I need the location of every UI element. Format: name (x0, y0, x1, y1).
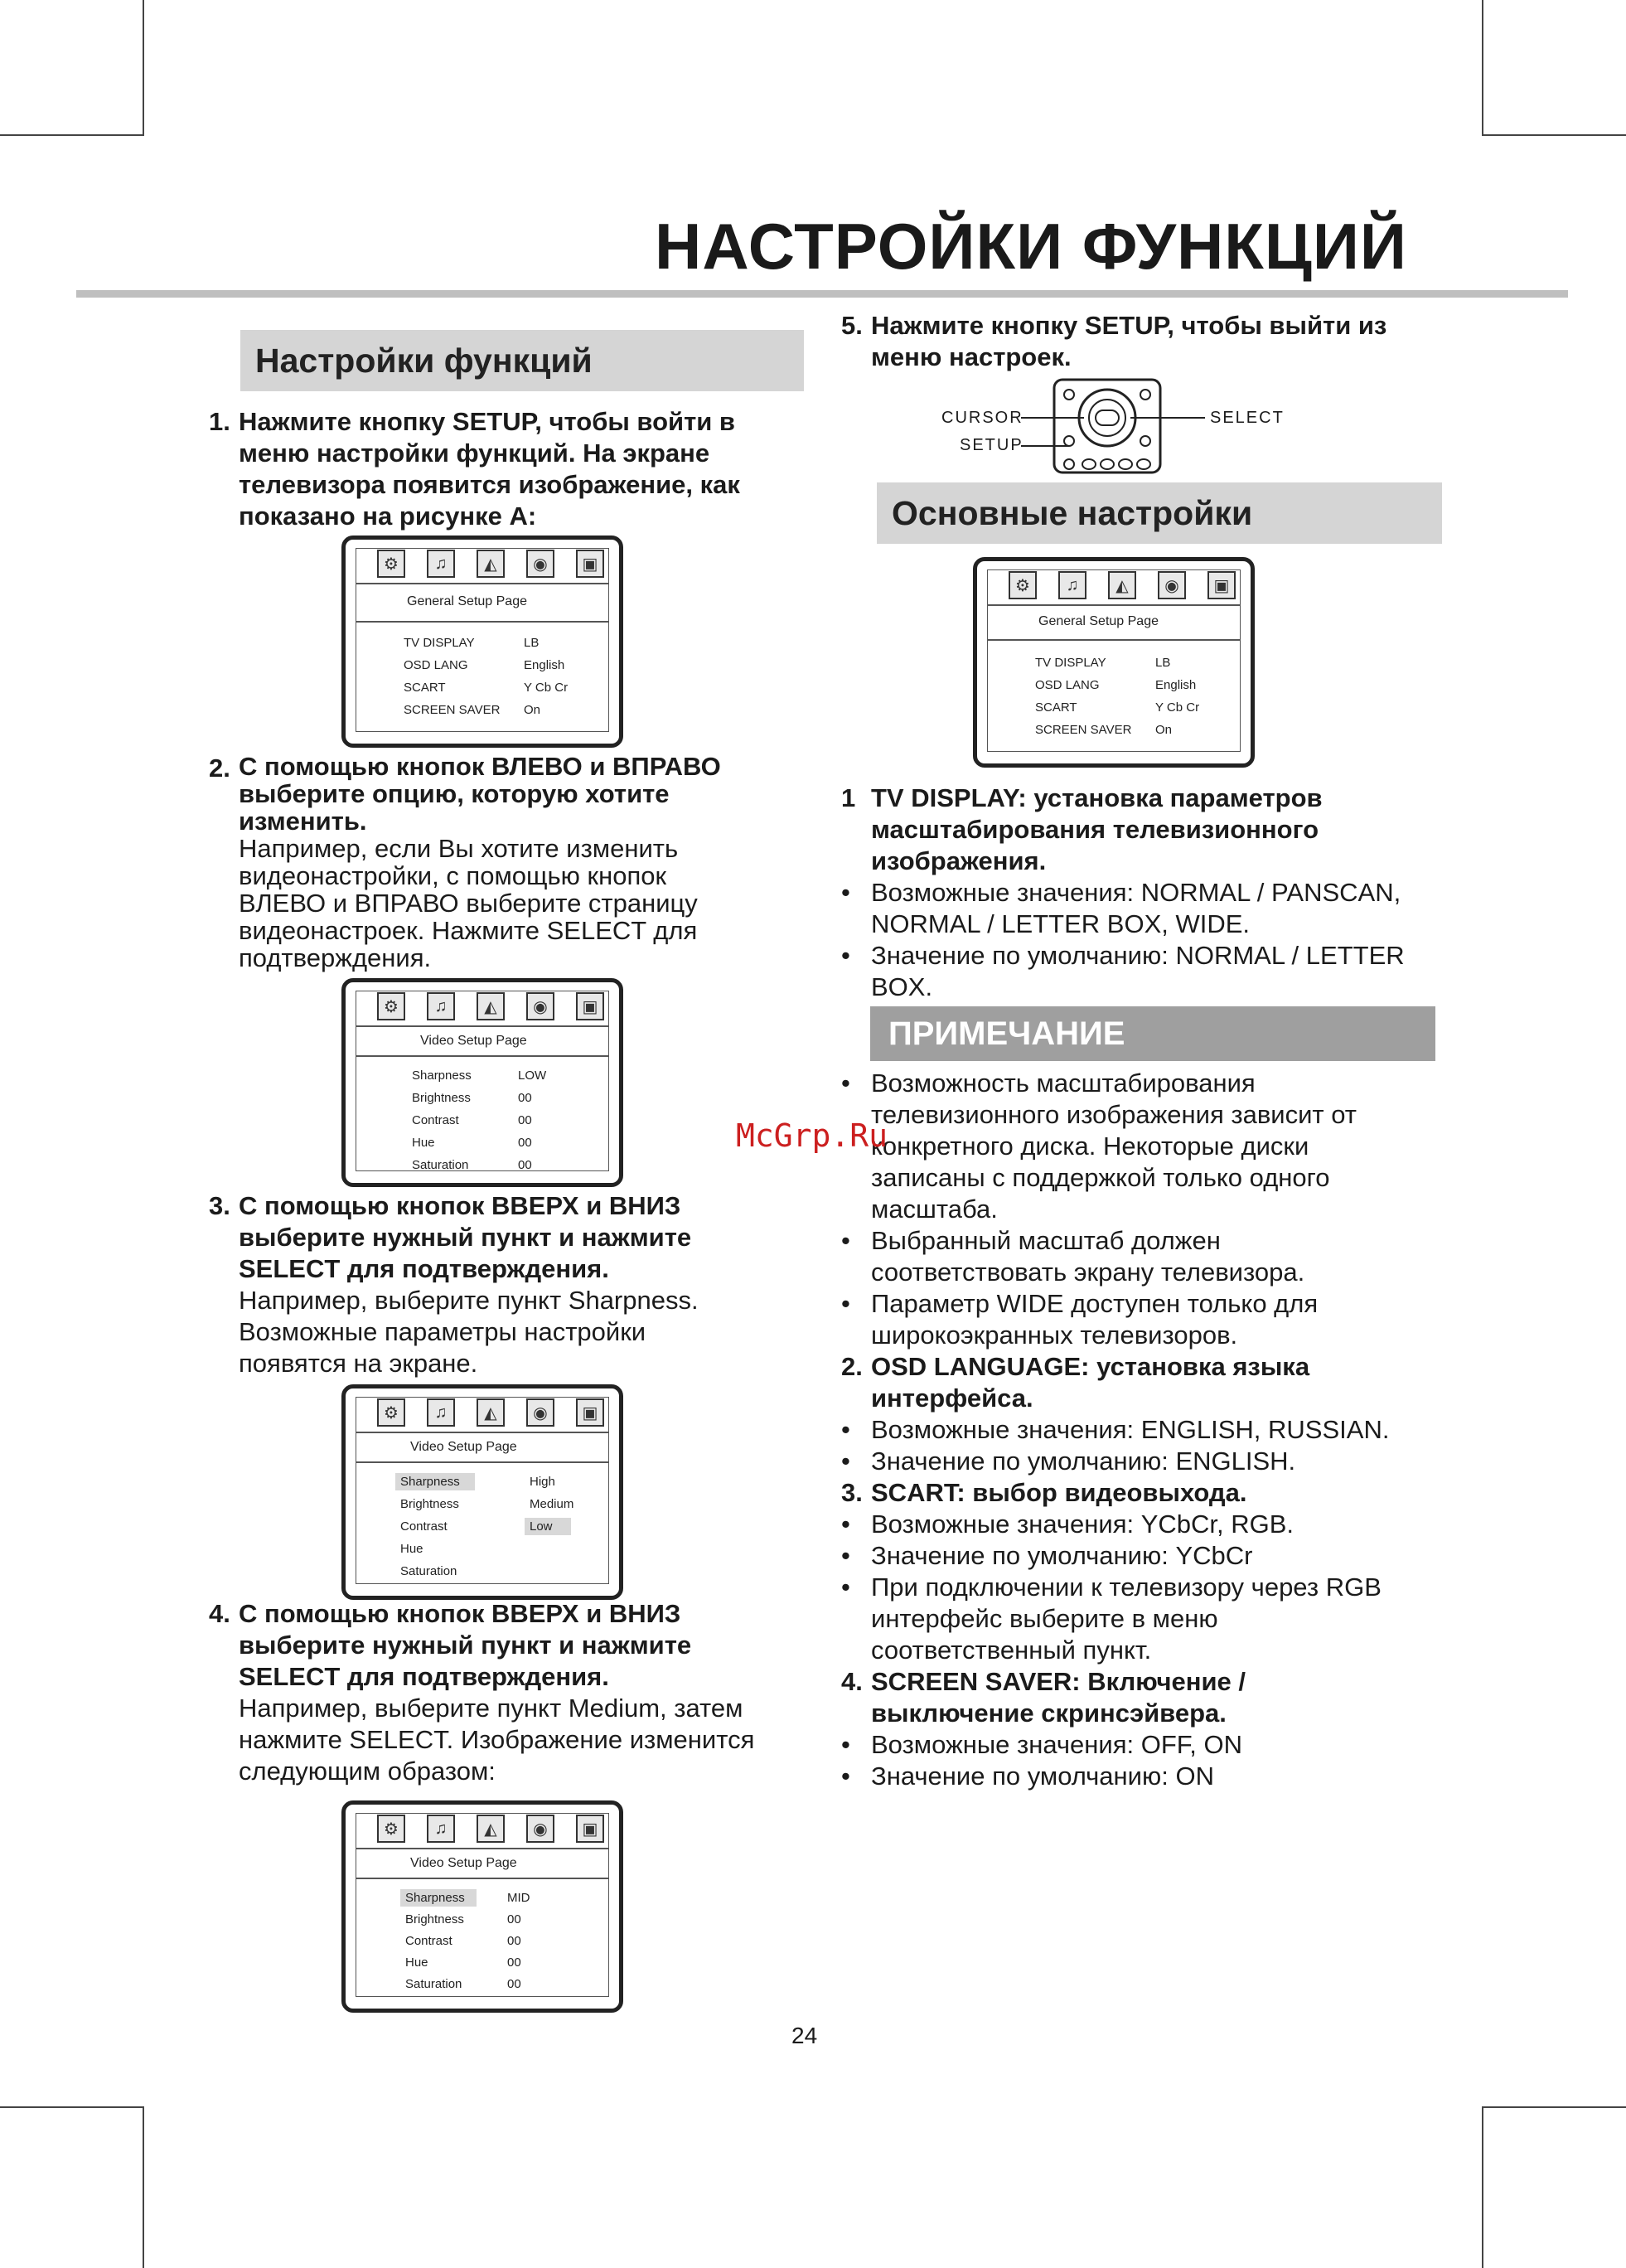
option-item-selected: Low (525, 1518, 571, 1535)
scart-number: 3. (841, 1478, 863, 1507)
row-label: SCART (404, 681, 446, 695)
audio-setup-icon: ♫ (427, 1398, 455, 1427)
step1-text (239, 406, 740, 532)
row-label: Brightness (405, 1912, 464, 1926)
row-label: Brightness (400, 1497, 459, 1511)
row-label-selected: Sharpness (395, 1473, 475, 1490)
screen-divider (356, 1848, 609, 1849)
option-item: High (530, 1475, 555, 1489)
screen-divider (356, 1025, 609, 1027)
menu-icons (377, 550, 604, 583)
text-line: ВЛЕВО и ВПРАВО выберите страницу (239, 889, 698, 918)
bullet-text (871, 877, 1401, 940)
text-line: Параметр WIDE доступен только для (871, 1289, 1319, 1318)
crop-mark (1482, 2106, 1483, 2268)
text-line: С помощью кнопок ВЛЕВО и ВПРАВО (239, 752, 721, 781)
text-line: Например, выберите пункт Sharpness. (239, 1286, 699, 1315)
step2-text (239, 753, 721, 972)
text-line: Возможные значения: NORMAL / PANSCAN, (871, 878, 1401, 907)
text-line: следующим образом: (239, 1757, 496, 1786)
row-value: Y Cb Cr (1155, 700, 1200, 715)
text-line: Нажмите кнопку SETUP, чтобы выйти из (871, 311, 1387, 340)
video-setup-result-screen (341, 1800, 623, 2013)
row-value: LB (1155, 656, 1171, 670)
text-line: показано на рисунке А: (239, 502, 537, 531)
general-setup-screen (341, 536, 623, 748)
bullet-text: Возможные значения: OFF, ON (871, 1730, 1242, 1759)
video-setup-icon: ◉ (526, 1398, 554, 1427)
row-label: TV DISPLAY (1035, 656, 1106, 670)
text-line: соответствовать экрану телевизора. (871, 1258, 1305, 1287)
screen-divider (356, 1878, 609, 1879)
row-value: 00 (518, 1113, 532, 1127)
screen-divider (356, 1432, 609, 1433)
row-label: Contrast (412, 1113, 459, 1127)
watermark: McGrp.Ru (736, 1117, 888, 1154)
text-line: подтверждения. (239, 943, 432, 972)
menu-icons (377, 1815, 604, 1848)
dolby-setup-icon: ◭ (477, 550, 505, 578)
text-line: телевизионного изображения зависит от (871, 1100, 1357, 1129)
row-label: Saturation (400, 1564, 457, 1578)
tv-display-heading (871, 783, 1323, 877)
text-line: С помощью кнопок ВВЕРХ и ВНИЗ (239, 1191, 681, 1220)
section-title-basic: Основные настройки (877, 482, 1442, 544)
preference-setup-icon: ▣ (576, 992, 604, 1020)
bullet-dot: • (841, 1730, 850, 1759)
step3-number: 3. (209, 1191, 230, 1220)
bullet-dot: • (841, 1510, 850, 1539)
bullet-dot: • (841, 941, 850, 970)
text-line: выберите нужный пункт и нажмите (239, 1223, 692, 1252)
row-label: SCREEN SAVER (404, 703, 501, 717)
row-value: 00 (507, 1977, 521, 1991)
text-line: Нажмите кнопку SETUP, чтобы войти в (239, 407, 735, 436)
row-value: 00 (507, 1912, 521, 1926)
text-line: выберите опцию, которую хотите (239, 779, 670, 808)
crop-mark (1482, 0, 1483, 134)
screen-divider (356, 583, 609, 584)
bullet-dot: • (841, 1447, 850, 1476)
row-value: MID (507, 1891, 530, 1905)
screen-divider (987, 604, 1241, 606)
video-setup-icon: ◉ (526, 550, 554, 578)
text-line: телевизора появится изображение, как (239, 470, 740, 499)
bullet-dot: • (841, 1573, 850, 1602)
bullet-dot: • (841, 1541, 850, 1570)
option-item: Medium (530, 1497, 574, 1511)
text-line: SELECT для подтверждения. (239, 1254, 609, 1283)
row-label: SCREEN SAVER (1035, 723, 1132, 737)
setup-label: SETUP (960, 436, 1024, 454)
text-line: При подключении к телевизору через RGB (871, 1573, 1382, 1602)
audio-setup-icon: ♫ (427, 1815, 455, 1843)
text-line: интерфейс выберите в меню (871, 1604, 1218, 1633)
bullet-dot: • (841, 1762, 850, 1791)
saver-heading (871, 1666, 1246, 1729)
crop-mark (143, 2106, 144, 2268)
row-label: Brightness (412, 1091, 471, 1105)
step1-number: 1. (209, 407, 230, 436)
text-line: записаны с поддержкой только одного (871, 1163, 1330, 1192)
select-label: SELECT (1210, 409, 1285, 427)
row-label-selected: Sharpness (400, 1889, 477, 1907)
audio-setup-icon: ♫ (1058, 571, 1086, 599)
general-setup-icon: ⚙ (1009, 571, 1037, 599)
text-line: Например, выберите пункт Medium, затем (239, 1694, 743, 1723)
preference-setup-icon: ▣ (1207, 571, 1236, 599)
bullet-dot: • (841, 1069, 850, 1098)
cursor-label: CURSOR (941, 409, 1024, 427)
section-title-functions: Настройки функций (240, 330, 804, 391)
preference-setup-icon: ▣ (576, 1398, 604, 1427)
step2-number: 2. (209, 754, 230, 783)
row-label: Sharpness (412, 1069, 472, 1083)
text-line: С помощью кнопок ВВЕРХ и ВНИЗ (239, 1599, 681, 1628)
crop-mark (143, 0, 144, 134)
text-line: изменить. (239, 807, 367, 836)
text-line: Например, если Вы хотите изменить (239, 834, 679, 863)
crop-mark (0, 134, 144, 136)
menu-icons (377, 992, 604, 1025)
bullet-text: Возможные значения: ENGLISH, RUSSIAN. (871, 1415, 1390, 1444)
audio-setup-icon: ♫ (427, 992, 455, 1020)
text-line: меню настроек. (871, 342, 1072, 371)
text-line: соответственный пункт. (871, 1636, 1152, 1665)
text-line: NORMAL / LETTER BOX, WIDE. (871, 909, 1251, 938)
text-line: появятся на экране. (239, 1349, 478, 1378)
text-line: масштабирования телевизионного (871, 815, 1319, 844)
note-title-bar: ПРИМЕЧАНИЕ (870, 1006, 1435, 1061)
row-value: On (1155, 723, 1173, 737)
text-line: BOX. (871, 972, 933, 1001)
crop-mark (1482, 2106, 1626, 2108)
screen-page-title: Video Setup Page (420, 1034, 527, 1048)
bullet-dot: • (841, 1289, 850, 1318)
row-label: Contrast (400, 1519, 448, 1534)
text-line: выключение скринсэйвера. (871, 1699, 1227, 1728)
screen-divider (987, 639, 1241, 641)
menu-icons (377, 1398, 604, 1432)
text-line: интерфейса. (871, 1384, 1033, 1413)
row-label: Hue (405, 1955, 428, 1970)
text-line: Возможные параметры настройки (239, 1317, 646, 1346)
step3-text (239, 1190, 699, 1379)
text-line: изображения. (871, 846, 1047, 875)
scart-heading: SCART: выбор видеовыхода. (871, 1478, 1247, 1507)
row-label: Hue (400, 1542, 423, 1556)
row-value: English (1155, 678, 1197, 692)
step4-number: 4. (209, 1599, 230, 1628)
text-line: TV DISPLAY: установка параметров (871, 783, 1323, 812)
page-title: НАСТРОЙКИ ФУНКЦИЙ (655, 210, 1407, 283)
bullet-text: Значение по умолчанию: YCbCr (871, 1541, 1253, 1570)
row-label: Saturation (412, 1158, 469, 1172)
row-value: On (524, 703, 541, 717)
bullet-text: Значение по умолчанию: ENGLISH. (871, 1447, 1296, 1476)
dolby-setup-icon: ◭ (1108, 571, 1136, 599)
text-line: OSD LANGUAGE: установка языка (871, 1352, 1310, 1381)
crop-mark (0, 2106, 144, 2108)
bullet-text (871, 940, 1405, 1003)
text-line: широкоэкранных телевизоров. (871, 1321, 1238, 1350)
bullet-dot: • (841, 1226, 850, 1255)
video-setup-options-screen (341, 1384, 623, 1600)
row-value: Y Cb Cr (524, 681, 569, 695)
row-label: SCART (1035, 700, 1077, 715)
text-line: SELECT для подтверждения. (239, 1662, 609, 1691)
screen-divider (356, 1055, 609, 1057)
row-value: LOW (518, 1069, 547, 1083)
text-line: Значение по умолчанию: NORMAL / LETTER (871, 941, 1405, 970)
bullet-text (871, 1572, 1382, 1666)
text-line: видеонастроек. Нажмите SELECT для (239, 916, 698, 945)
general-setup-screen-right (973, 557, 1255, 768)
row-value: 00 (507, 1934, 521, 1948)
screen-page-title: Video Setup Page (410, 1440, 517, 1454)
screen-page-title: General Setup Page (407, 594, 527, 608)
step4-text (239, 1598, 754, 1787)
bullet-text (871, 1225, 1304, 1288)
row-value: 00 (518, 1136, 532, 1150)
crop-mark (1482, 134, 1626, 136)
video-setup-screen (341, 978, 623, 1187)
row-label: Hue (412, 1136, 435, 1150)
general-setup-icon: ⚙ (377, 992, 405, 1020)
row-value: LB (524, 636, 540, 650)
screen-divider (356, 1461, 609, 1463)
menu-icons (1009, 571, 1236, 604)
row-label: TV DISPLAY (404, 636, 475, 650)
tv-display-number: 1 (841, 783, 856, 812)
bullet-text: Возможные значения: YCbCr, RGB. (871, 1510, 1295, 1539)
bullet-text: Значение по умолчанию: ON (871, 1762, 1214, 1791)
bullet-dot: • (841, 1415, 850, 1444)
saver-number: 4. (841, 1667, 863, 1696)
preference-setup-icon: ▣ (576, 1815, 604, 1843)
step5-number: 5. (841, 311, 863, 340)
text-line: нажмите SELECT. Изображение изменится (239, 1725, 755, 1754)
text-line: выберите нужный пункт и нажмите (239, 1631, 692, 1660)
text-line: видеонастройки, с помощью кнопок (239, 861, 667, 890)
osd-number: 2. (841, 1352, 863, 1381)
text-line: Выбранный масштаб должен (871, 1226, 1221, 1255)
row-label: Contrast (405, 1934, 452, 1948)
screen-page-title: General Setup Page (1038, 614, 1159, 628)
row-value: 00 (507, 1955, 521, 1970)
preference-setup-icon: ▣ (576, 550, 604, 578)
text-line: масштаба. (871, 1195, 998, 1224)
page-number: 24 (791, 2023, 818, 2048)
video-setup-icon: ◉ (526, 992, 554, 1020)
screen-divider (356, 621, 609, 623)
row-label: Saturation (405, 1977, 462, 1991)
row-value: 00 (518, 1091, 532, 1105)
dolby-setup-icon: ◭ (477, 992, 505, 1020)
bullet-text (871, 1068, 1357, 1225)
general-setup-icon: ⚙ (377, 1398, 405, 1427)
screen-page-title: Video Setup Page (410, 1856, 517, 1870)
video-setup-icon: ◉ (1158, 571, 1186, 599)
video-setup-icon: ◉ (526, 1815, 554, 1843)
step5-text (871, 310, 1386, 373)
remote-control-figure (936, 378, 1285, 476)
text-line: меню настройки функций. На экране (239, 439, 710, 468)
dolby-setup-icon: ◭ (477, 1398, 505, 1427)
text-line: Возможность масштабирования (871, 1069, 1256, 1098)
text-line: конкретного диска. Некоторые диски (871, 1132, 1309, 1161)
osd-heading (871, 1351, 1309, 1414)
bullet-dot: • (841, 878, 850, 907)
text-line: SCREEN SAVER: Включение / (871, 1667, 1246, 1696)
dolby-setup-icon: ◭ (477, 1815, 505, 1843)
row-value: 00 (518, 1158, 532, 1172)
row-label: OSD LANG (404, 658, 468, 672)
row-value: English (524, 658, 565, 672)
general-setup-icon: ⚙ (377, 550, 405, 578)
general-setup-icon: ⚙ (377, 1815, 405, 1843)
row-label: OSD LANG (1035, 678, 1100, 692)
audio-setup-icon: ♫ (427, 550, 455, 578)
title-rule (76, 290, 1568, 298)
bullet-text (871, 1288, 1318, 1351)
